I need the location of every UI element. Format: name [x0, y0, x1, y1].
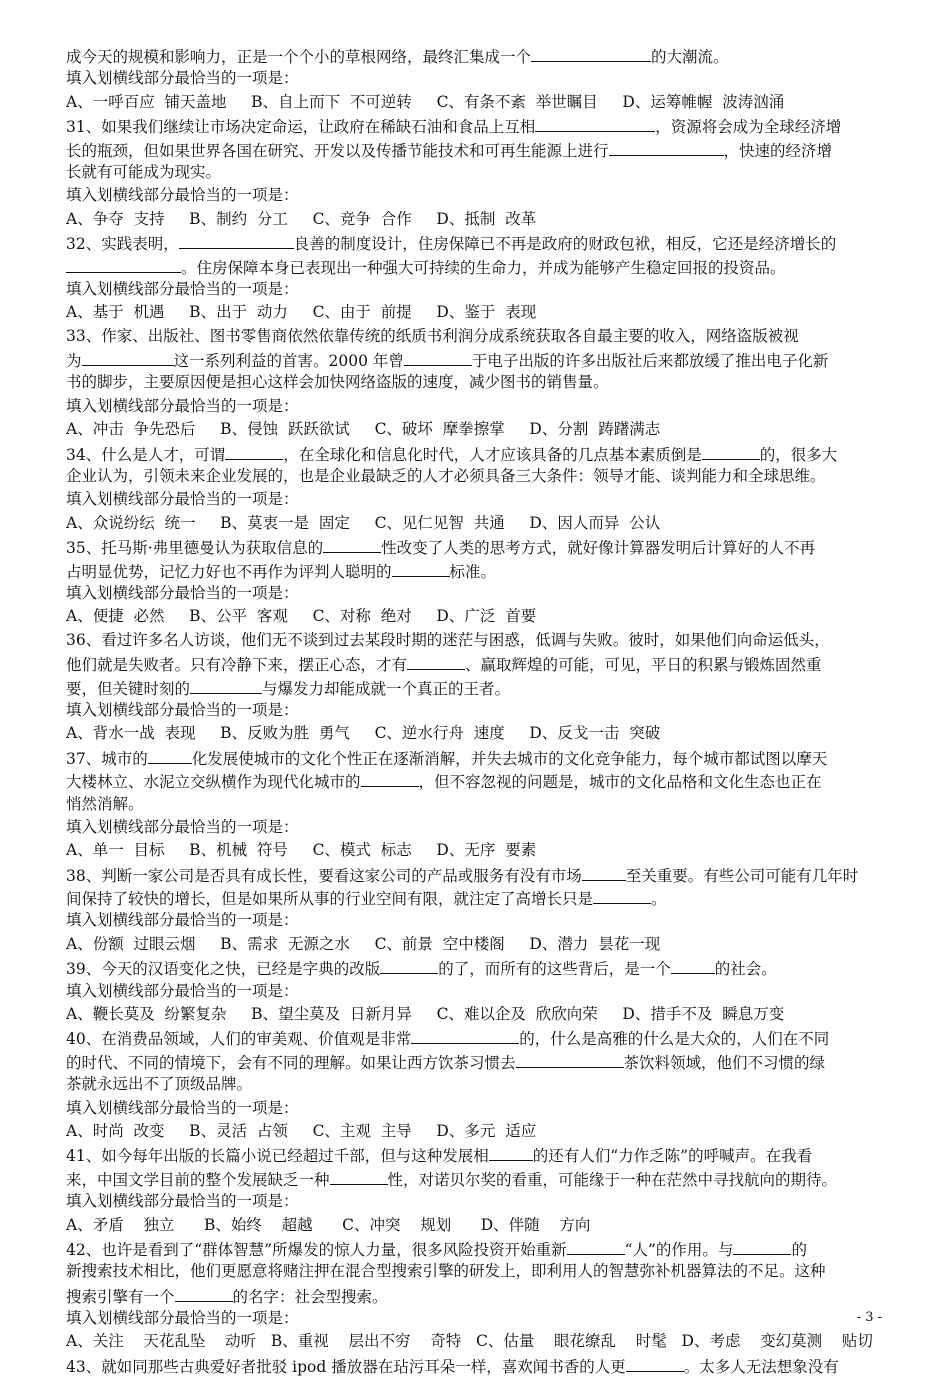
line-text: 于电子出版的许多出版社后来都放缓了推出电子化新	[471, 352, 829, 371]
text-line	[66, 582, 890, 605]
text-line	[66, 465, 890, 488]
line-text: 占明显优势，记忆力好也不再作为评判人聪明的	[66, 562, 392, 581]
line-text: 茶就永远出不了顶级品牌。	[66, 1075, 253, 1094]
line-text: ，资源将会成为全球经济增	[655, 118, 842, 137]
text-line	[66, 395, 890, 418]
text-line	[66, 301, 890, 324]
line-text: 39、今天的汉语变化之快，已经是字典的改版	[66, 960, 381, 979]
line-text: 的时代、不同的情境下，会有不同的理解。如果让西方饮茶习惯去	[66, 1053, 516, 1072]
line-text: 填入划横线部分最恰当的一项是：	[66, 1192, 299, 1211]
text-line	[66, 1050, 890, 1073]
line-text: 的社会。	[714, 960, 777, 979]
line-text: 32、实践表明，	[66, 235, 179, 254]
fill-in-blank	[531, 44, 651, 62]
document-page	[66, 44, 890, 1377]
fill-in-blank	[380, 956, 438, 974]
text-line	[66, 909, 890, 932]
fill-in-blank	[609, 138, 724, 156]
text-line	[66, 1307, 890, 1330]
text-line	[66, 1190, 890, 1213]
text-line	[66, 278, 890, 301]
text-line	[66, 231, 890, 254]
fill-in-blank	[361, 769, 419, 787]
fill-in-blank	[407, 652, 465, 670]
fill-in-blank	[535, 114, 655, 132]
text-line	[66, 184, 890, 207]
line-text: 。住房保障本身已表现出一种强大可持续的生命力，并成为能够产生稳定回报的投资品。	[181, 258, 786, 277]
line-text: 的名字：社会型搜索。	[232, 1287, 388, 1306]
text-line	[66, 371, 890, 394]
line-text: 填入划横线部分最恰当的一项是：	[66, 490, 299, 509]
text-line	[66, 933, 890, 956]
line-text: 企业认为，引领未来企业发展的，也是企业最缺乏的人才必须具备三大条件：领导才能、谈判能力和全球思维。	[66, 467, 826, 486]
line-text: 新搜索技术相比，他们更愿意将赌注押在混合型搜索引擎的研发上，即利用人的智慧弥补机器算法的不足。这种	[66, 1262, 826, 1281]
line-text: 填入划横线部分最恰当的一项是：	[66, 911, 299, 930]
text-line	[66, 138, 890, 161]
text-line	[66, 629, 890, 652]
text-line	[66, 863, 890, 886]
text-line	[66, 1097, 890, 1120]
text-line	[66, 418, 890, 441]
line-text: 、赢取辉煌的可能，可见，平日的积累与锻炼固然重	[465, 656, 822, 675]
line-text: A、冲击 争先恐后 B、侵蚀 跃跃欲试 C、破坏 摩拳擦掌 D、分割 踌躇满志	[66, 420, 661, 439]
line-text: A、众说纷纭 统一 B、莫衷一是 固定 C、见仁见智 共通 D、因人而异 公认	[66, 513, 661, 532]
line-text: A、时尚 改变 B、灵活 占领 C、主观 主导 D、多元 适应	[66, 1121, 537, 1140]
line-text: 填入划横线部分最恰当的一项是：	[66, 817, 299, 836]
text-line	[66, 1237, 890, 1260]
text-line	[66, 44, 890, 67]
fill-in-blank	[148, 746, 192, 764]
line-text: 填入划横线部分最恰当的一项是：	[66, 700, 299, 719]
fill-in-blank	[190, 676, 262, 694]
line-text: 良善的制度设计，住房保障已不再是政府的财政包袱，相反，它还是经济增长的	[293, 235, 837, 254]
line-text: 性改变了人类的思考方式，就好像计算器发明后计算好的人不再	[381, 539, 816, 558]
line-text: 的大潮流。	[651, 48, 729, 66]
fill-in-blank	[411, 1026, 519, 1044]
line-text: 与爆发力却能成就一个真正的王者。	[262, 679, 511, 698]
line-text: 33、作家、出版社、图书零售商依然依靠传统的纸质书利润分成系统获取各自最主要的收入，网络盗版被视	[66, 326, 799, 345]
line-text: 来，中国文学目前的整个发展缺乏一种	[66, 1170, 330, 1189]
fill-in-blank	[323, 535, 381, 553]
text-line	[66, 161, 890, 184]
text-line	[66, 1284, 890, 1307]
fill-in-blank	[66, 255, 181, 273]
fill-in-blank	[404, 348, 472, 366]
line-text: 为	[66, 352, 82, 371]
text-line	[66, 488, 890, 511]
fill-in-blank	[330, 1167, 388, 1185]
fill-in-blank	[702, 442, 760, 460]
line-text: 填入划横线部分最恰当的一项是：	[66, 981, 299, 1000]
line-text: 34、什么是人才，可谓	[66, 445, 226, 464]
line-text: A、鞭长莫及 纷繁复杂 B、望尘莫及 日新月异 C、难以企及 欣欣向荣 D、措手不及 瞬息万变	[66, 1005, 785, 1024]
text-line	[66, 1260, 890, 1283]
text-line	[66, 325, 890, 348]
text-line	[66, 746, 890, 769]
line-text: 31、如果我们继续让市场决定命运，让政府在稀缺石油和食品上互相	[66, 118, 536, 137]
line-text: 悄然消解。	[66, 794, 144, 813]
fill-in-blank	[582, 863, 626, 881]
text-line	[66, 793, 890, 816]
fill-in-blank	[593, 886, 651, 904]
line-text: 至关重要。有些公司可能有几年时	[625, 866, 859, 885]
text-line	[66, 722, 890, 745]
line-text: “人”的作用。与	[624, 1240, 734, 1259]
line-text: 填入划横线部分最恰当的一项是：	[66, 69, 299, 88]
text-line	[66, 1120, 890, 1143]
text-line	[66, 208, 890, 231]
fill-in-blank	[175, 1284, 233, 1302]
fill-in-blank	[225, 442, 283, 460]
line-text: 42、也许是看到了“群体智慧”所爆发的惊人力量，很多风险投资开始重新	[66, 1240, 567, 1259]
text-line	[66, 67, 890, 90]
line-text: 43、就如同那些古典爱好者批驳 ipod 播放器在玷污耳朵一样，喜欢闻书香的人更	[66, 1357, 626, 1376]
line-text: 茶饮料领域，他们不习惯的绿	[623, 1053, 826, 1072]
line-text: 。	[651, 890, 667, 909]
text-line	[66, 535, 890, 558]
line-text: A、一呼百应 铺天盖地 B、自上而下 不可逆转 C、有条不紊 举世瞩目 D、运筹帷幄 波涛汹涌	[66, 92, 785, 111]
text-line	[66, 1167, 890, 1190]
text-line	[66, 816, 890, 839]
line-text: A、份额 过眼云烟 B、需求 无源之水 C、前景 空中楼阁 D、潜力 昙花一现	[66, 934, 661, 953]
fill-in-blank	[733, 1237, 791, 1255]
line-text: 填入划横线部分最恰当的一项是：	[66, 186, 299, 205]
line-text: 的还有人们“力作乏陈”的呼喊声。在我看	[532, 1147, 813, 1166]
line-text: 长的瓶颈，但如果世界各国在研究、开发以及传播节能技术和可再生能源上进行	[66, 141, 609, 160]
text-line	[66, 1026, 890, 1049]
fill-in-blank	[392, 559, 450, 577]
line-text: 这一系列利益的首害。2000 年曾	[173, 352, 404, 371]
line-text: ，在全球化和信息化时代，人才应该具备的几点基本素质倒是	[283, 445, 702, 464]
text-line	[66, 91, 890, 114]
text-line	[66, 980, 890, 1003]
text-line	[66, 839, 890, 862]
text-line	[66, 1330, 890, 1353]
line-text: 填入划横线部分最恰当的一项是：	[66, 396, 299, 415]
line-text: 。太多人无法想象没有	[683, 1357, 839, 1376]
text-line	[66, 1073, 890, 1096]
line-text: 的，什么是高雅的什么是大众的，人们在不同	[519, 1030, 830, 1049]
line-text: 35、托马斯·弗里德曼认为获取信息的	[66, 539, 324, 558]
line-text: A、争夺 支持 B、制约 分工 C、竞争 合作 D、抵制 改革	[66, 209, 537, 228]
line-text: A、单一 目标 B、机械 符号 C、模式 标志 D、无序 要素	[66, 841, 537, 860]
text-line	[66, 652, 890, 675]
text-line	[66, 769, 890, 792]
line-text: 成今天的规模和影响力，正是一个个小的草根网络，最终汇集成一个	[66, 48, 532, 66]
line-text: 他们就是失败者。只有冷静下来，摆正心态，才有	[66, 656, 408, 675]
line-text: A、关注 天花乱坠 动听 B、重视 层出不穷 奇特 C、估量 眼花缭乱 时髦 D、考虑 变幻莫测 贴切	[66, 1332, 873, 1351]
fill-in-blank	[82, 348, 174, 366]
line-text: 要，但关键时刻的	[66, 679, 191, 698]
text-line	[66, 348, 890, 371]
text-line	[66, 1143, 890, 1166]
text-line	[66, 1354, 890, 1377]
text-line	[66, 114, 890, 137]
line-text: 大楼林立、水泥立交纵横作为现代化城市的	[66, 773, 361, 792]
line-text: 36、看过许多名人访谈，他们无不谈到过去某段时期的迷茫与困惑，低调与失败。彼时，如果他们向命运低头，	[66, 630, 830, 649]
line-text: 性，对诺贝尔奖的看重，可能缘于一种在茫然中寻找航向的期待。	[387, 1170, 838, 1189]
line-text: 的了，而所有的这些背后，是一个	[438, 960, 671, 979]
line-text: 长就有可能成为现实。	[66, 162, 222, 181]
line-text: 38、判断一家公司是否具有成长性，要看这家公司的产品或服务有没有市场	[66, 866, 582, 885]
line-text: 间保持了较快的增长，但是如果所从事的行业空间有限，就注定了高增长只是	[66, 890, 594, 909]
text-line	[66, 255, 890, 278]
text-line	[66, 559, 890, 582]
fill-in-blank	[489, 1143, 533, 1161]
line-text: ，快速的经济增	[723, 141, 833, 160]
line-text: 37、城市的	[66, 749, 148, 768]
line-text: 40、在消费品领域，人们的审美观、价值观是非常	[66, 1030, 412, 1049]
text-line	[66, 605, 890, 628]
text-line	[66, 1003, 890, 1026]
fill-in-blank	[671, 956, 715, 974]
text-line	[66, 1214, 890, 1237]
text-line	[66, 956, 890, 979]
text-line	[66, 886, 890, 909]
line-text: 填入划横线部分最恰当的一项是：	[66, 1098, 299, 1117]
fill-in-blank	[516, 1050, 624, 1068]
line-text: 填入划横线部分最恰当的一项是：	[66, 583, 299, 602]
line-text: A、便捷 必然 B、公平 客观 C、对称 绝对 D、广泛 首要	[66, 607, 537, 626]
line-text: 标准。	[449, 562, 497, 581]
line-text: 填入划横线部分最恰当的一项是：	[66, 279, 299, 298]
line-text: 41、如今每年出版的长篇小说已经超过千部，但与这种发展相	[66, 1147, 489, 1166]
line-text: 化发展使城市的文化个性正在逐渐消解，并失去城市的文化竞争能力，每个城市都试图以摩天	[191, 749, 828, 768]
line-text: A、背水一战 表现 B、反败为胜 勇气 C、逆水行舟 速度 D、反戈一击 突破	[66, 724, 661, 743]
line-text: 填入划横线部分最恰当的一项是：	[66, 1309, 299, 1328]
line-text: A、矛盾 独立 B、始终 超越 C、冲突 规划 D、伴随 方向	[66, 1215, 591, 1234]
text-line	[66, 442, 890, 465]
fill-in-blank	[567, 1237, 625, 1255]
line-text: 的	[791, 1240, 807, 1259]
line-text: ，但不容忽视的问题是，城市的文化品格和文化生态也正在	[418, 773, 822, 792]
line-text: A、基于 机遇 B、出于 动力 C、由于 前提 D、鉴于 表现	[66, 303, 537, 322]
text-line	[66, 512, 890, 535]
line-text: 搜索引擎有一个	[66, 1287, 175, 1306]
text-line	[66, 699, 890, 722]
text-line	[66, 676, 890, 699]
line-text: 书的脚步，主要原因便是担心这样会加快网络盗版的速度，减少图书的销售量。	[66, 373, 609, 392]
line-text: 的，很多大	[759, 445, 838, 464]
page-number: - 3 -	[856, 1310, 882, 1325]
fill-in-blank	[626, 1354, 684, 1372]
fill-in-blank	[179, 231, 294, 249]
